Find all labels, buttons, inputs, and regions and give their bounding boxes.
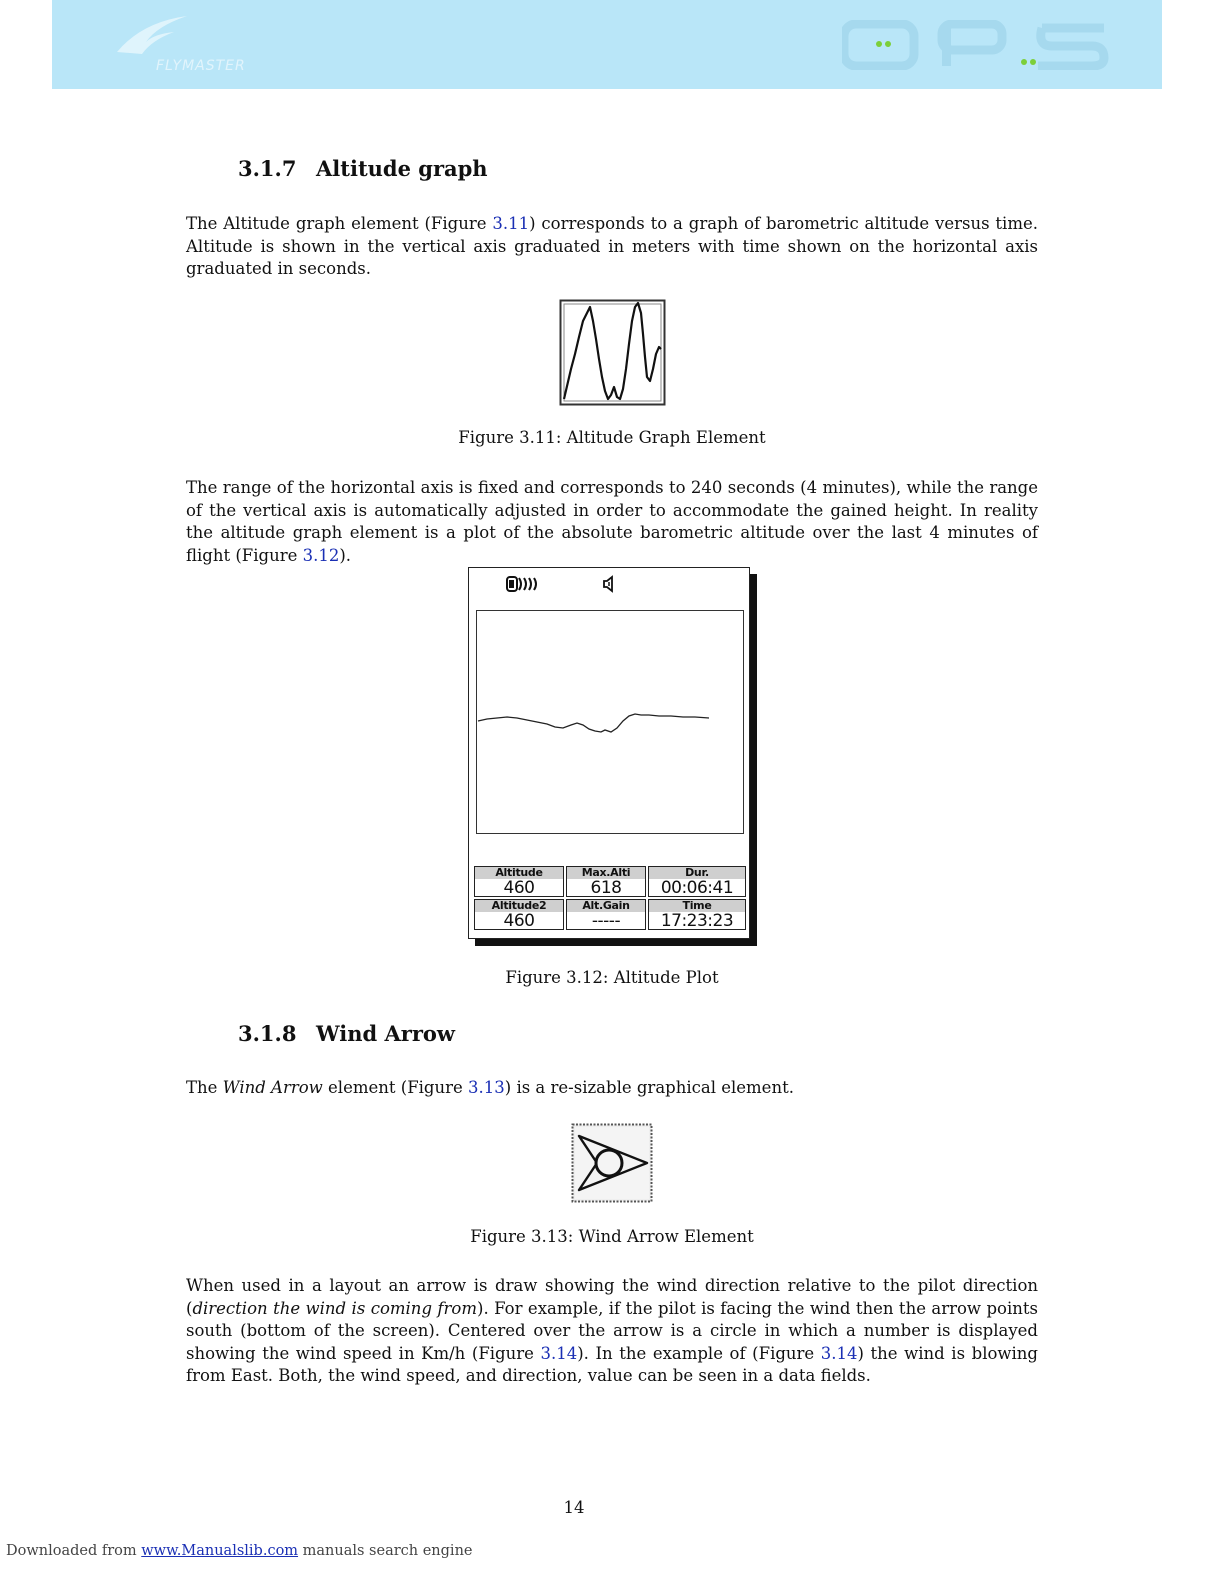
paragraph-wind-arrow-detail	[186, 1275, 1038, 1388]
paragraph-wind-arrow-intro	[186, 1077, 1038, 1100]
section-heading-3-1-8	[238, 1021, 455, 1046]
figure-caption-3-13: Figure 3.13: Wind Arrow Element	[470, 1227, 754, 1246]
section-heading-3-1-7	[238, 156, 488, 181]
emphasis: direction the wind is coming from	[192, 1298, 478, 1318]
data-field-altitude[interactable]	[474, 866, 564, 897]
brand-left: FLYMASTER	[156, 58, 246, 74]
field-value: 618	[590, 878, 622, 897]
field-value: -----	[591, 911, 621, 930]
text: ) the wind is blowing from East. Both, the wind speed, and direction, value can be seen in a data fields.	[186, 1343, 1038, 1385]
data-field-alt-gain[interactable]	[566, 899, 646, 930]
altitude-graph-element-figure	[559, 299, 667, 407]
data-fields-table	[474, 866, 744, 930]
section-number: 3.1.7	[238, 156, 297, 181]
footer-suffix: manuals search engine	[298, 1543, 473, 1559]
field-label: Altitude2	[475, 900, 563, 912]
altitude-trace	[477, 611, 743, 833]
footer-prefix: Downloaded from	[6, 1543, 142, 1559]
text: ) corresponds to a graph of barometric altitude versus time. Altitude is shown in the vertical axis graduated in meters with time shown on the horizontal axis graduated in seconds.	[186, 214, 1038, 278]
section-number: 3.1.8	[238, 1021, 297, 1046]
figure-caption-3-11: Figure 3.11: Altitude Graph Element	[458, 428, 766, 447]
footer-download-note	[6, 1543, 473, 1559]
text: The	[186, 1078, 223, 1097]
figure-link-3-12[interactable]: 3.12	[302, 545, 340, 565]
flymaster-wing-icon	[112, 12, 192, 56]
manualslib-link[interactable]: www.Manualslib.com	[141, 1543, 299, 1559]
page-number: 14	[563, 1498, 585, 1517]
emphasis: Wind Arrow	[222, 1078, 323, 1097]
field-value: 460	[503, 911, 535, 930]
altitude-plot-area	[476, 610, 744, 834]
data-field-time[interactable]	[648, 899, 746, 930]
section-title: Altitude graph	[316, 156, 488, 181]
data-field-max-alti[interactable]	[566, 866, 646, 897]
field-label: Altitude	[475, 867, 563, 879]
text: When used in a layout an arrow is draw showing the wind direction relative to the pilot direction (	[186, 1276, 1038, 1318]
text: ). For example, if the pilot is facing the wind then the arrow points south (bottom of the screen). Centered over the arrow is a circle in which a number is displayed showing the wind speed in Km/h (Figure	[186, 1298, 1038, 1363]
figure-link-3-14-second[interactable]: 3.14	[820, 1343, 858, 1363]
text: ).	[339, 545, 352, 565]
speaker-icon	[601, 574, 617, 594]
gps-logo-icon	[842, 20, 1112, 70]
figure-caption-3-12: Figure 3.12: Altitude Plot	[505, 968, 719, 987]
text: element (Figure	[322, 1078, 469, 1097]
field-value: 00:06:41	[660, 878, 734, 897]
paragraph-altitude-graph-intro	[186, 213, 1038, 281]
wind-arrow-element-figure	[571, 1123, 653, 1203]
text: ) is a re-sizable graphical element.	[504, 1078, 794, 1097]
paragraph-axis-range	[186, 477, 1038, 567]
figure-link-3-14[interactable]: 3.14	[540, 1343, 578, 1363]
field-label: Max.Alti	[567, 867, 645, 879]
section-title: Wind Arrow	[316, 1021, 455, 1046]
field-label: Dur.	[649, 867, 745, 879]
field-value: 460	[503, 878, 535, 897]
text: The range of the horizontal axis is fixed and corresponds to 240 seconds (4 minutes), while the range of the vertical axis is automatically adjusted in order to accommodate the gained height. In reality the altitude graph element is a plot of the absolute barometric altitude over the last 4 minutes of flight (Figure	[186, 478, 1038, 565]
field-value: 17:23:23	[660, 911, 734, 930]
header-banner	[52, 0, 1162, 89]
data-field-duration[interactable]	[648, 866, 746, 897]
text: The Altitude graph element (Figure	[186, 214, 493, 233]
figure-link-3-11[interactable]: 3.11	[492, 214, 530, 233]
data-field-altitude2[interactable]	[474, 899, 564, 930]
altitude-plot-device-screen	[468, 567, 750, 939]
battery-icon	[505, 574, 543, 594]
text: ). In the example of (Figure	[577, 1343, 821, 1363]
figure-link-3-13[interactable]: 3.13	[468, 1078, 505, 1097]
field-label: Alt.Gain	[567, 900, 645, 912]
field-label: Time	[649, 900, 745, 912]
